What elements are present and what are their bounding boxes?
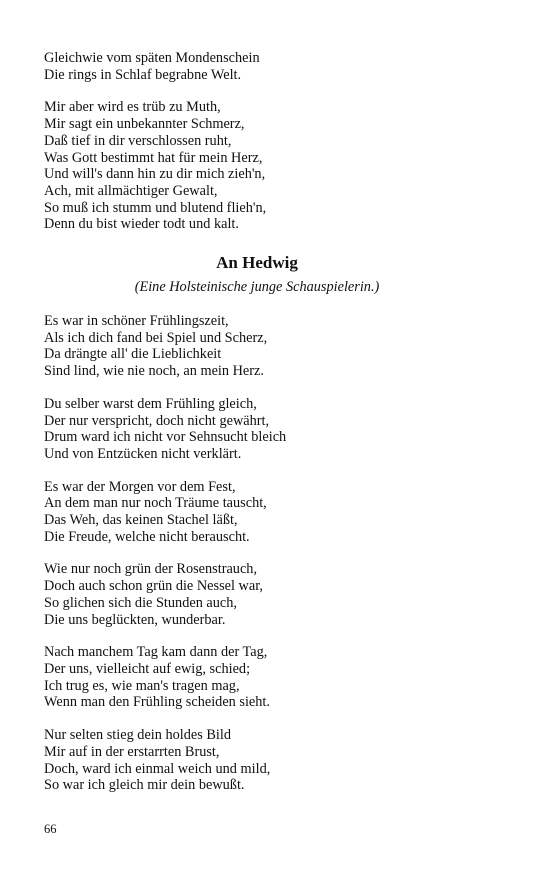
verse-line: So war ich gleich mir dein bewußt. [44, 777, 245, 794]
verse-line: Die rings in Schlaf begrabne Welt. [44, 66, 242, 83]
verse-line: Sind lind, wie nie noch, an mein Herz. [44, 363, 264, 380]
verse-line: So muß ich stumm und blutend flieh'n, [44, 199, 267, 216]
verse-line: Als ich dich fand bei Spiel und Scherz, [44, 329, 268, 346]
verse-line: Es war in schöner Frühlingszeit, [44, 313, 229, 330]
verse-line: Was Gott bestimmt hat für mein Herz, [44, 149, 263, 166]
verse-line: Mir auf in der erstarrten Brust, [44, 743, 220, 760]
verse-line: Es war der Morgen vor dem Fest, [44, 478, 236, 495]
stanza [44, 396, 514, 463]
verse-line: Du selber warst dem Frühling gleich, [44, 395, 257, 412]
verse-line: Da drängte all' die Lieblichkeit [44, 346, 222, 363]
stanza [44, 479, 514, 546]
verse-line: Doch, ward ich einmal weich und mild, [44, 760, 271, 777]
verse-line: An dem man nur noch Träume tauscht, [44, 495, 267, 512]
verse-line: Ich trug es, wie man's tragen mag, [44, 677, 240, 694]
stanza [44, 727, 514, 794]
verse-line: Doch auch schon grün die Nessel war, [44, 578, 263, 595]
verse-line: Der nur verspricht, doch nicht gewährt, [44, 412, 270, 429]
poem-subtitle: (Eine Holsteinische junge Schauspielerin.) [134, 279, 380, 296]
page-number: 66 [44, 822, 57, 836]
verse-line: Und von Entzücken nicht verklärt. [44, 445, 242, 462]
verse-line: Wie nur noch grün der Rosenstrauch, [44, 561, 258, 578]
verse-line: Die uns beglückten, wunderbar. [44, 611, 226, 628]
verse-line: Denn du bist wieder todt und kalt. [44, 216, 239, 233]
stanza [44, 50, 514, 83]
verse-line: Ach, mit allmächtiger Gewalt, [44, 182, 218, 199]
verse-line: Wenn man den Frühling scheiden sieht. [44, 694, 270, 711]
stanza [44, 644, 514, 711]
verse-line: Nur selten stieg dein holdes Bild [44, 727, 232, 744]
stanza [44, 561, 514, 628]
verse-line: Die Freude, welche nicht berauscht. [44, 528, 250, 545]
poem-title: An Hedwig [216, 253, 298, 273]
verse-line: Nach manchem Tag kam dann der Tag, [44, 644, 268, 661]
verse-line: Mir sagt ein unbekannter Schmerz, [44, 116, 245, 133]
verse-line: Gleichwie vom späten Mondenschein [44, 50, 260, 66]
verse-line: Der uns, vielleicht auf ewig, schied; [44, 660, 251, 677]
verse-line: So glichen sich die Stunden auch, [44, 594, 237, 611]
verse-line: Das Weh, das keinen Stachel läßt, [44, 512, 238, 529]
verse-line: Drum ward ich nicht vor Sehnsucht bleich [44, 429, 287, 446]
text-block [44, 50, 514, 810]
stanza [44, 99, 514, 233]
verse-line: Und will's dann hin zu dir mich zieh'n, [44, 166, 266, 183]
verse-line: Mir aber wird es trüb zu Muth, [44, 99, 221, 116]
stanza [44, 313, 514, 380]
verse-line: Daß tief in dir verschlossen ruht, [44, 132, 232, 149]
